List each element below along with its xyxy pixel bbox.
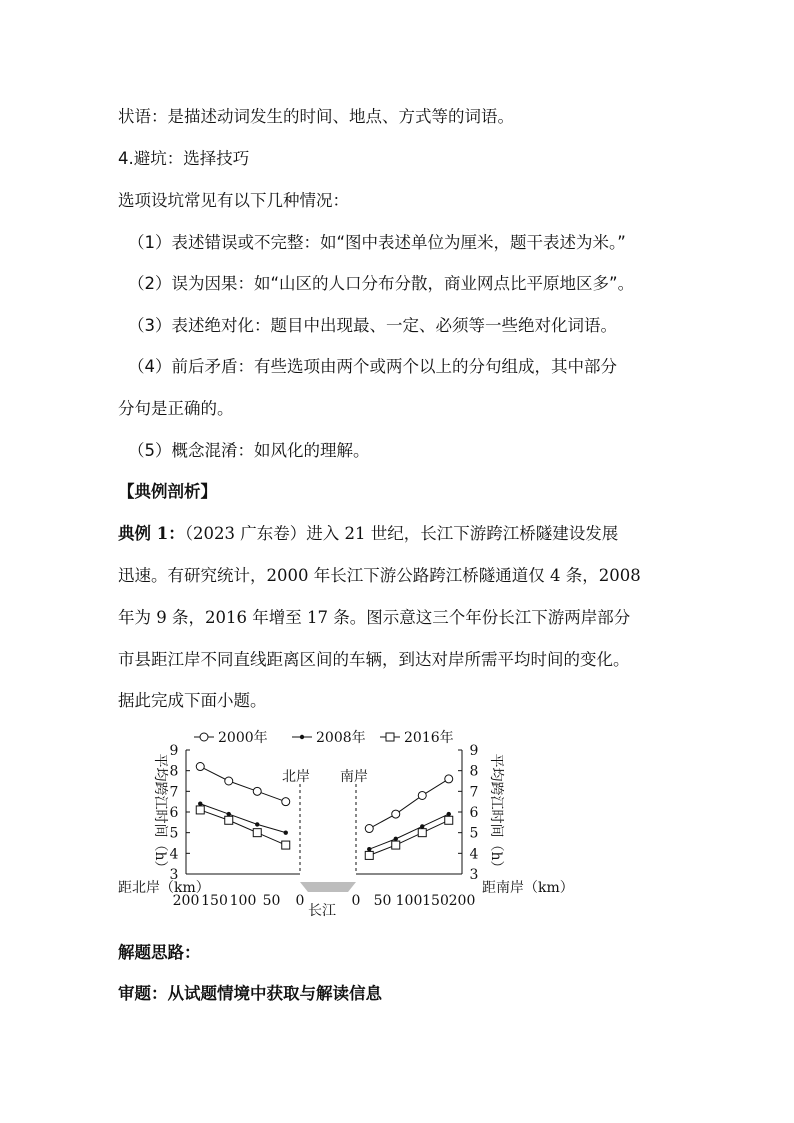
legend-label: 2016年 (404, 730, 454, 746)
x-tick-label: 0 (351, 893, 361, 909)
x-tick-label: 50 (262, 893, 281, 909)
x-tick-label: 150 (422, 893, 449, 909)
y-tick-label: 3 (469, 867, 479, 883)
data-point (445, 816, 453, 824)
text-line: 市县距江岸不同直线距离区间的车辆，到达对岸所需平均时间的变化。 (118, 650, 630, 669)
data-point (253, 829, 261, 837)
data-point (365, 825, 373, 833)
series-group (196, 763, 453, 860)
x-tick-label: 200 (172, 893, 200, 909)
x-tick-label: 200 (448, 893, 476, 909)
south-bank-label: 南岸 (340, 769, 368, 785)
data-point (284, 830, 288, 834)
text-line: 4.避坑：选择技巧 (118, 149, 250, 168)
data-point (198, 802, 202, 806)
series-line (200, 767, 286, 802)
data-point (282, 841, 290, 849)
example-label: 典例 1： (118, 524, 185, 543)
y-tick-label: 6 (469, 805, 479, 821)
river-label: 长江 (308, 903, 336, 919)
y-tick-label: 5 (469, 825, 479, 842)
y-tick-label: 7 (169, 784, 179, 801)
y-tick-label: 3 (169, 867, 179, 883)
legend (194, 729, 454, 746)
text-line: 状语：是描述动词发生的时间、地点、方式等的词语。 (118, 107, 514, 126)
legend-label: 2000年 (218, 730, 268, 746)
data-point (365, 851, 373, 859)
data-point (196, 763, 204, 771)
text-line: （2）误为因果：如“山区的人口分布分散，商业网点比平原地区多”。 (128, 274, 635, 293)
x-tick-label: 150 (201, 893, 228, 909)
data-point (418, 829, 426, 837)
series-line (369, 820, 449, 855)
data-point (418, 791, 426, 799)
crossing-time-chart (112, 724, 574, 924)
data-point (225, 816, 233, 824)
series-line (200, 804, 286, 833)
y-tick-label: 9 (169, 743, 179, 759)
data-point (253, 787, 261, 795)
x-tick-label: 0 (295, 893, 305, 909)
y-tick-label: 4 (469, 846, 479, 863)
text-line: 据此完成下面小题。 (118, 691, 267, 710)
data-point (392, 810, 400, 818)
y-tick-label: 8 (169, 763, 179, 780)
text-line (118, 523, 618, 545)
data-point (445, 775, 453, 783)
section-heading: 审题：从试题情境中获取与解读信息 (118, 984, 382, 1003)
data-point (447, 812, 451, 816)
section-heading: 【典例剖析】 (118, 482, 217, 501)
series-line (369, 814, 449, 849)
text-line: （1）表述错误或不完整：如“图中表述单位为厘米，题干表述为米。” (128, 233, 626, 252)
series-line (200, 810, 286, 845)
x-tick-label: 100 (229, 893, 257, 909)
text-line: 年为 9 条，2016 年增至 17 条。图示意这三个年份长江下游两岸部分 (118, 608, 631, 627)
river-shape (300, 882, 356, 892)
y-tick-label: 7 (469, 784, 479, 801)
text-line: 选项设坑常见有以下几种情况： (118, 191, 349, 210)
series-line (369, 779, 449, 829)
y-tick-label: 6 (169, 805, 179, 821)
text-line: （5）概念混淆：如风化的理解。 (128, 441, 370, 460)
data-point (227, 812, 231, 816)
right-x-axis-title: 距南岸（km） (482, 880, 574, 896)
section-heading: 解题思路： (118, 943, 201, 962)
right-y-axis-title: 平均跨江时间（h） (488, 753, 504, 875)
left-y-axis-title: 平均跨江时间（h） (152, 753, 168, 875)
text-line: （3）表述绝对化：题目中出现最、一定、必须等一些绝对化词语。 (128, 316, 617, 335)
data-point (225, 777, 233, 785)
example-text: （2023 广东卷）进入 21 世纪，长江下游跨江桥隧建设发展 (184, 524, 619, 543)
data-point (255, 822, 259, 826)
y-tick-label: 4 (169, 846, 179, 863)
data-point (196, 806, 204, 814)
y-tick-label: 5 (169, 825, 179, 842)
y-tick-label: 9 (469, 743, 479, 759)
text-line: 分句是正确的。 (118, 399, 234, 418)
text-line: 迅速。有研究统计，2000 年长江下游公路跨江桥隧通道仅 4 条，2008 (118, 566, 641, 585)
data-point (420, 824, 424, 828)
data-point (282, 798, 290, 806)
data-point (394, 837, 398, 841)
data-point (367, 847, 371, 851)
text-line: （4）前后矛盾：有些选项由两个或两个以上的分句组成，其中部分 (128, 357, 617, 376)
data-point (392, 841, 400, 849)
y-tick-label: 8 (469, 763, 479, 780)
legend-label: 2008年 (316, 730, 366, 746)
x-tick-label: 100 (395, 893, 423, 909)
x-tick-label: 50 (373, 893, 392, 909)
left-x-axis-title: 距北岸（km） (118, 880, 210, 896)
north-bank-label: 北岸 (282, 769, 310, 785)
